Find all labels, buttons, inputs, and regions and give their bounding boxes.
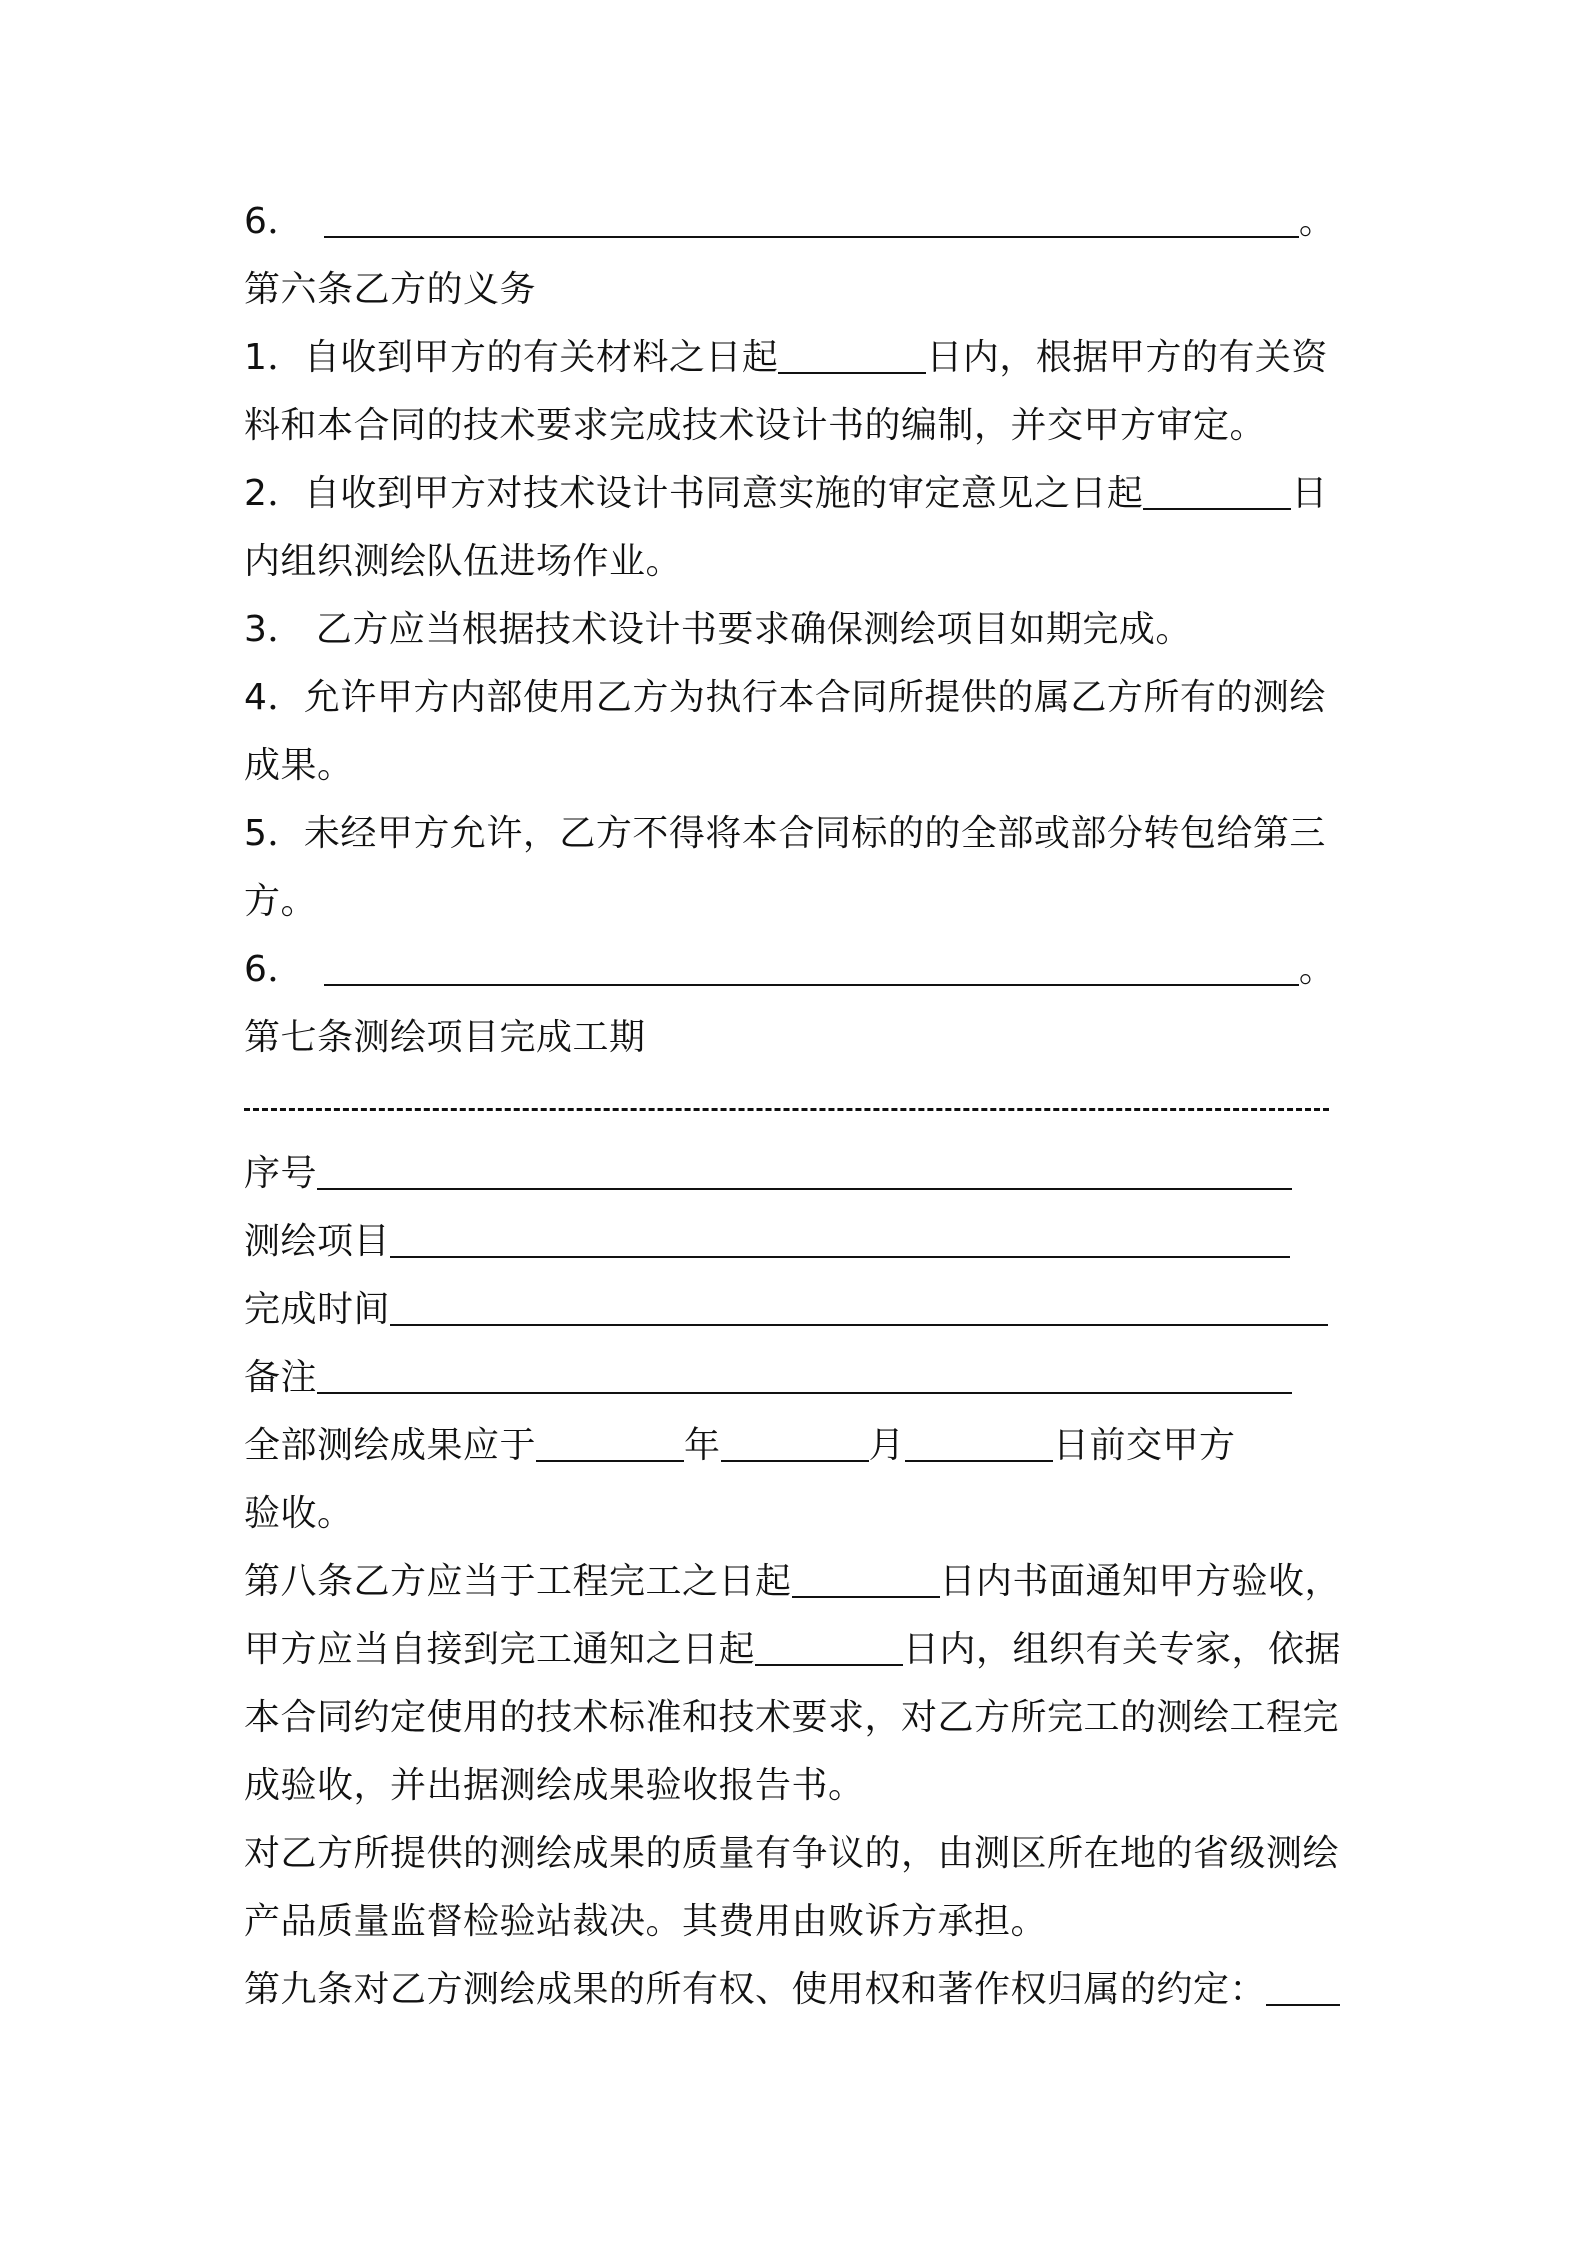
year-label: 年 (684, 1425, 721, 1466)
item-number: 6． (244, 201, 304, 242)
clause-text: 4．允许甲方内部使用乙方为执行本合同所提供的属乙方所有的测绘 (244, 677, 1326, 718)
article-8-line-1 (244, 1548, 1364, 1616)
days-blank-field[interactable] (1143, 460, 1291, 510)
clause-6-4-line-1 (244, 664, 1364, 732)
serial-blank-field[interactable] (317, 1140, 1292, 1190)
schedule-field-project (244, 1208, 1364, 1276)
clause-text: 方。 (244, 881, 318, 922)
full-stop: 。 (1298, 201, 1336, 242)
blank-field[interactable] (324, 936, 1299, 986)
clause-6-6 (244, 936, 1364, 1004)
clause-text: 第八条乙方应当于工程完工之日起 (244, 1561, 792, 1602)
article-9-line-1 (244, 1956, 1364, 2024)
clause-text: 日内，组织有关专家，依据 (903, 1629, 1342, 1670)
schedule-field-remarks (244, 1344, 1364, 1412)
field-label: 测绘项目 (244, 1221, 391, 1262)
year-blank-field[interactable] (536, 1412, 684, 1462)
article-7-heading (244, 1004, 1364, 1072)
project-blank-field[interactable] (390, 1208, 1290, 1258)
clause-text: 成验收，并出据测绘成果验收报告书。 (244, 1765, 865, 1806)
month-blank-field[interactable] (721, 1412, 869, 1462)
day-blank-field[interactable] (905, 1412, 1053, 1462)
clause-text: 料和本合同的技术要求完成技术设计书的编制，并交甲方审定。 (244, 405, 1267, 446)
clause-text: 成果。 (244, 745, 354, 786)
dashed-rule (244, 1108, 1329, 1111)
clause-6-2-line-2 (244, 528, 1364, 596)
item-6-party-a-line (244, 188, 1364, 256)
delivery-date-line (244, 1412, 1364, 1480)
full-stop: 。 (1298, 949, 1336, 990)
clause-text: 本合同约定使用的技术标准和技术要求，对乙方所完工的测绘工程完 (244, 1697, 1340, 1738)
clause-text: 日内，根据甲方的有关资 (926, 337, 1328, 378)
schedule-field-serial (244, 1140, 1364, 1208)
clause-text: 日前交甲方 (1053, 1425, 1236, 1466)
dispute-line-2 (244, 1888, 1364, 1956)
clause-text: 第九条对乙方测绘成果的所有权、使用权和著作权归属的约定： (244, 1969, 1267, 2010)
heading-text: 第六条乙方的义务 (244, 269, 537, 310)
clause-text: 2．自收到甲方对技术设计书同意实施的审定意见之日起 (244, 473, 1144, 514)
article-8-line-3 (244, 1684, 1364, 1752)
delivery-date-line-2 (244, 1480, 1364, 1548)
clause-text: 日内书面通知甲方验收， (939, 1561, 1342, 1602)
article-8-line-4 (244, 1752, 1364, 1820)
clause-text: 内组织测绘队伍进场作业。 (244, 541, 683, 582)
clause-6-1-line-1 (244, 324, 1364, 392)
clause-text: 5．未经甲方允许，乙方不得将本合同标的的全部或部分转包给第三 (244, 813, 1326, 854)
clause-text: 验收。 (244, 1493, 354, 1534)
item-number: 6． (244, 949, 304, 990)
article-8-line-2 (244, 1616, 1364, 1684)
ownership-blank-field[interactable] (1266, 1956, 1340, 2006)
clause-6-2-line-1 (244, 460, 1364, 528)
field-label: 序号 (244, 1153, 318, 1194)
clause-6-5-line-2 (244, 868, 1364, 936)
clause-text: 1．自收到甲方的有关材料之日起 (244, 337, 779, 378)
remarks-blank-field[interactable] (317, 1344, 1292, 1394)
days-blank-field[interactable] (755, 1616, 903, 1666)
clause-text: 产品质量监督检验站裁决。其费用由败诉方承担。 (244, 1901, 1048, 1942)
clause-text: 日 (1291, 473, 1328, 514)
contract-body (244, 188, 1364, 2024)
month-label: 月 (868, 1425, 906, 1466)
clause-text: 全部测绘成果应于 (244, 1425, 537, 1466)
clause-text: 甲方应当自接到完工通知之日起 (244, 1629, 756, 1670)
field-label: 完成时间 (244, 1289, 391, 1330)
article-6-heading (244, 256, 1364, 324)
completion-time-blank-field[interactable] (390, 1276, 1328, 1326)
clause-6-3 (244, 596, 1364, 664)
clause-6-1-line-2 (244, 392, 1364, 460)
clause-6-5-line-1 (244, 800, 1364, 868)
table-dashed-separator (244, 1072, 1364, 1140)
field-label: 备注 (244, 1357, 318, 1398)
days-blank-field[interactable] (792, 1548, 940, 1598)
schedule-field-completion-time (244, 1276, 1364, 1344)
days-blank-field[interactable] (778, 324, 926, 374)
heading-text: 第七条测绘项目完成工期 (244, 1017, 646, 1058)
clause-text: 对乙方所提供的测绘成果的质量有争议的，由测区所在地的省级测绘 (244, 1833, 1340, 1874)
blank-field[interactable] (324, 188, 1299, 238)
clause-text: 3． 乙方应当根据技术设计书要求确保测绘项目如期完成。 (244, 609, 1192, 650)
dispute-line-1 (244, 1820, 1364, 1888)
clause-6-4-line-2 (244, 732, 1364, 800)
